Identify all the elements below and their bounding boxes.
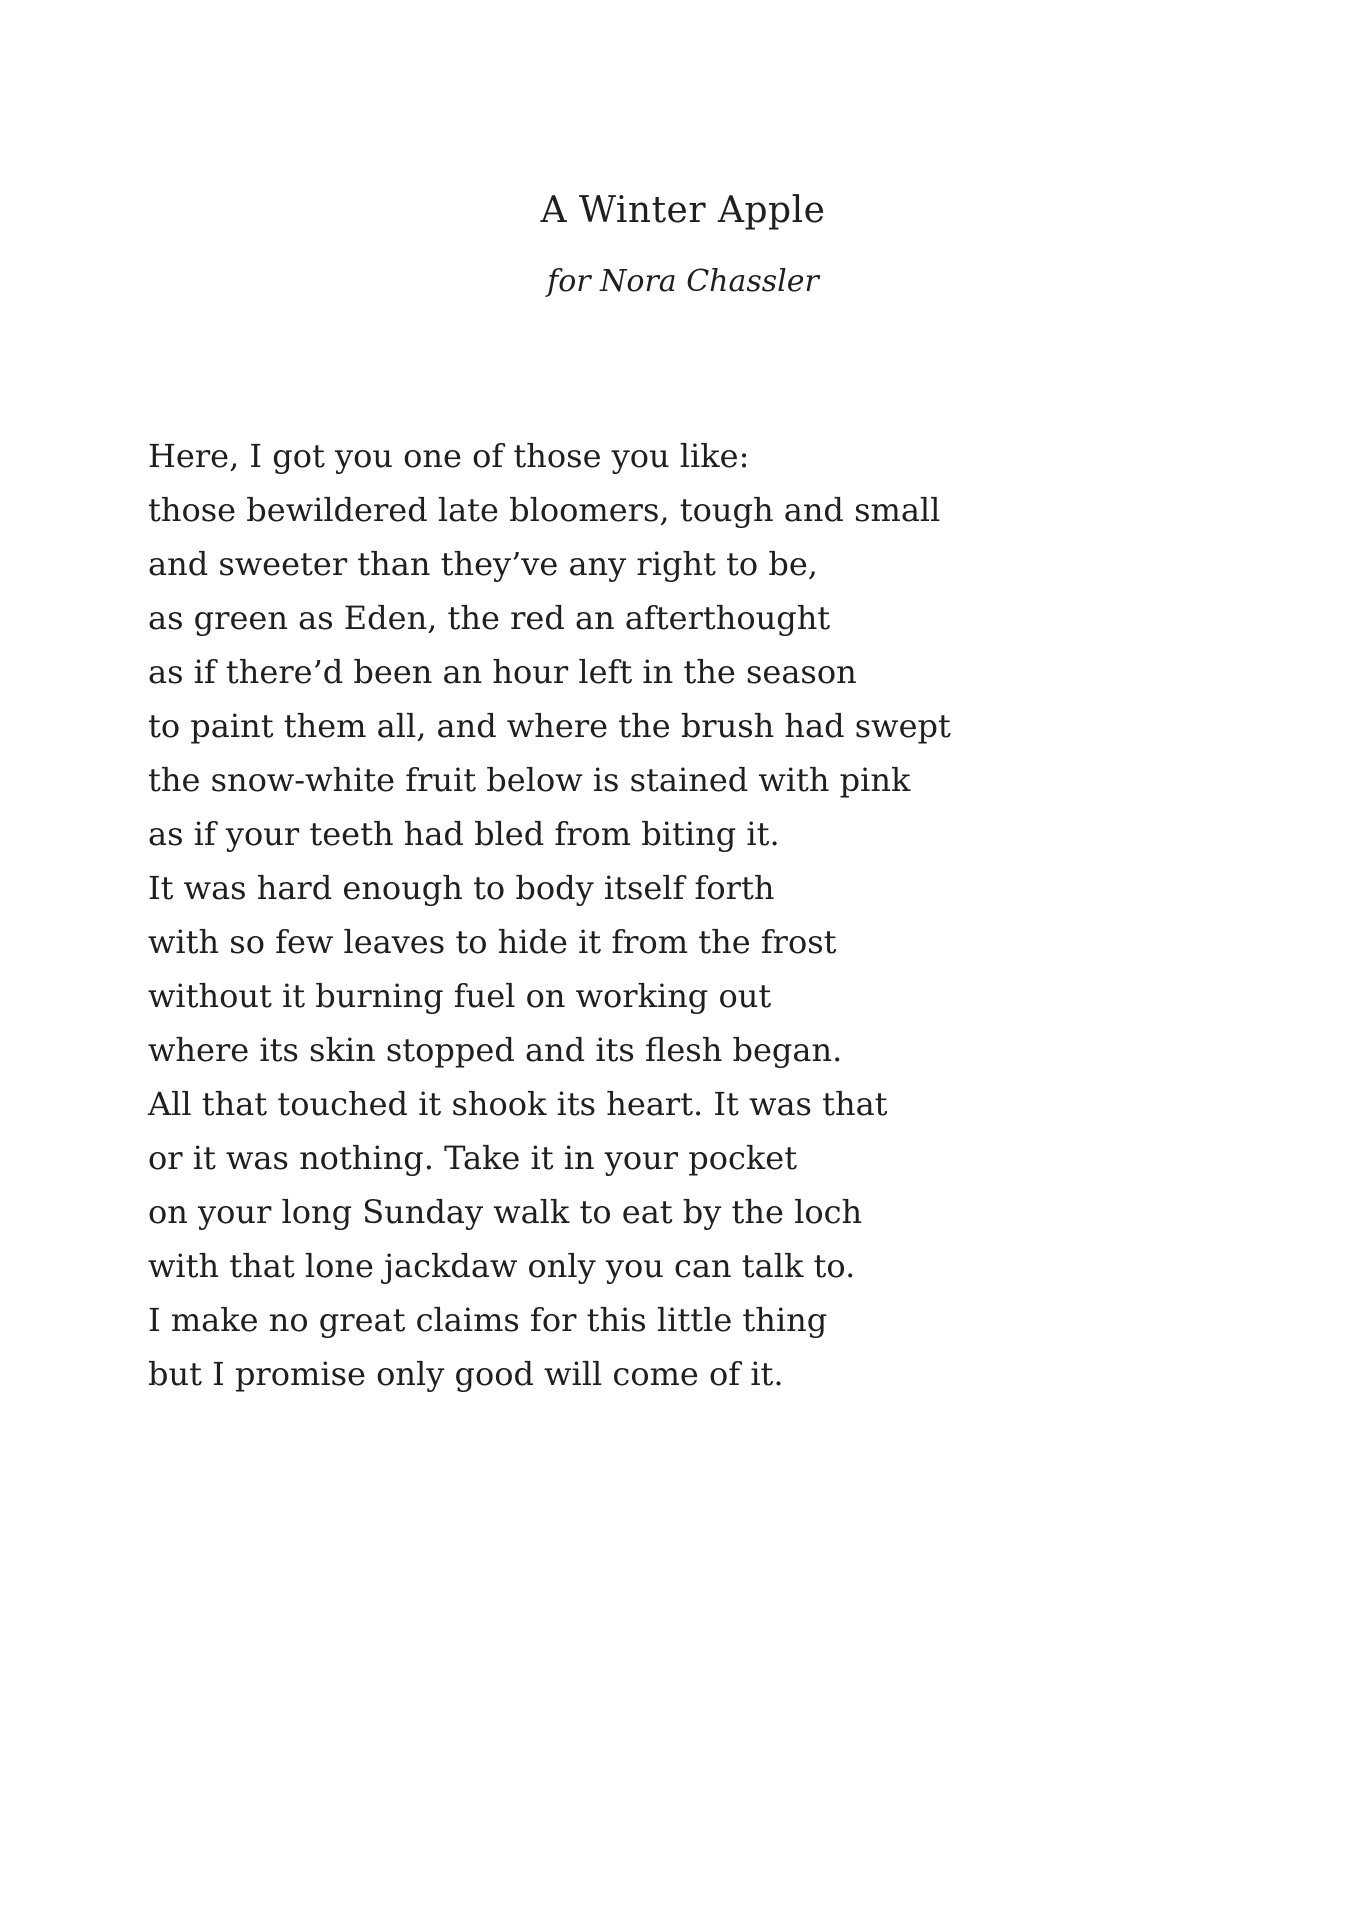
poem-dedication: for Nora Chassler [547, 264, 819, 300]
poem-line: and sweeter than they’ve any right to be, [148, 545, 818, 584]
poem-body [148, 429, 1246, 1401]
poem-line: Here, I got you one of those you like: [148, 437, 750, 476]
poem-line: All that touched it shook its heart. It was that [148, 1085, 888, 1124]
poem-title: A Winter Apple [540, 190, 826, 231]
poem-line: the snow-white fruit below is stained with pink [148, 761, 911, 800]
poem-line: but I promise only good will come of it. [148, 1355, 784, 1394]
poem-line: those bewildered late bloomers, tough and small [148, 491, 941, 530]
poem-line: as if there’d been an hour left in the season [148, 653, 857, 692]
poem-line: It was hard enough to body itself forth [148, 869, 775, 908]
poem-line: with so few leaves to hide it from the frost [148, 923, 837, 962]
poem-line: where its skin stopped and its flesh began. [148, 1031, 843, 1070]
poem-line: or it was nothing. Take it in your pocket [148, 1139, 798, 1178]
poem-line: I make no great claims for this little thing [148, 1301, 828, 1340]
poem-line: on your long Sunday walk to eat by the loch [148, 1193, 863, 1232]
poem-line: as green as Eden, the red an afterthought [148, 599, 831, 638]
poem-line: without it burning fuel on working out [148, 977, 772, 1016]
poem-line: with that lone jackdaw only you can talk to. [148, 1247, 856, 1286]
poem-line: to paint them all, and where the brush had swept [148, 707, 951, 746]
poem-line: as if your teeth had bled from biting it. [148, 815, 780, 854]
